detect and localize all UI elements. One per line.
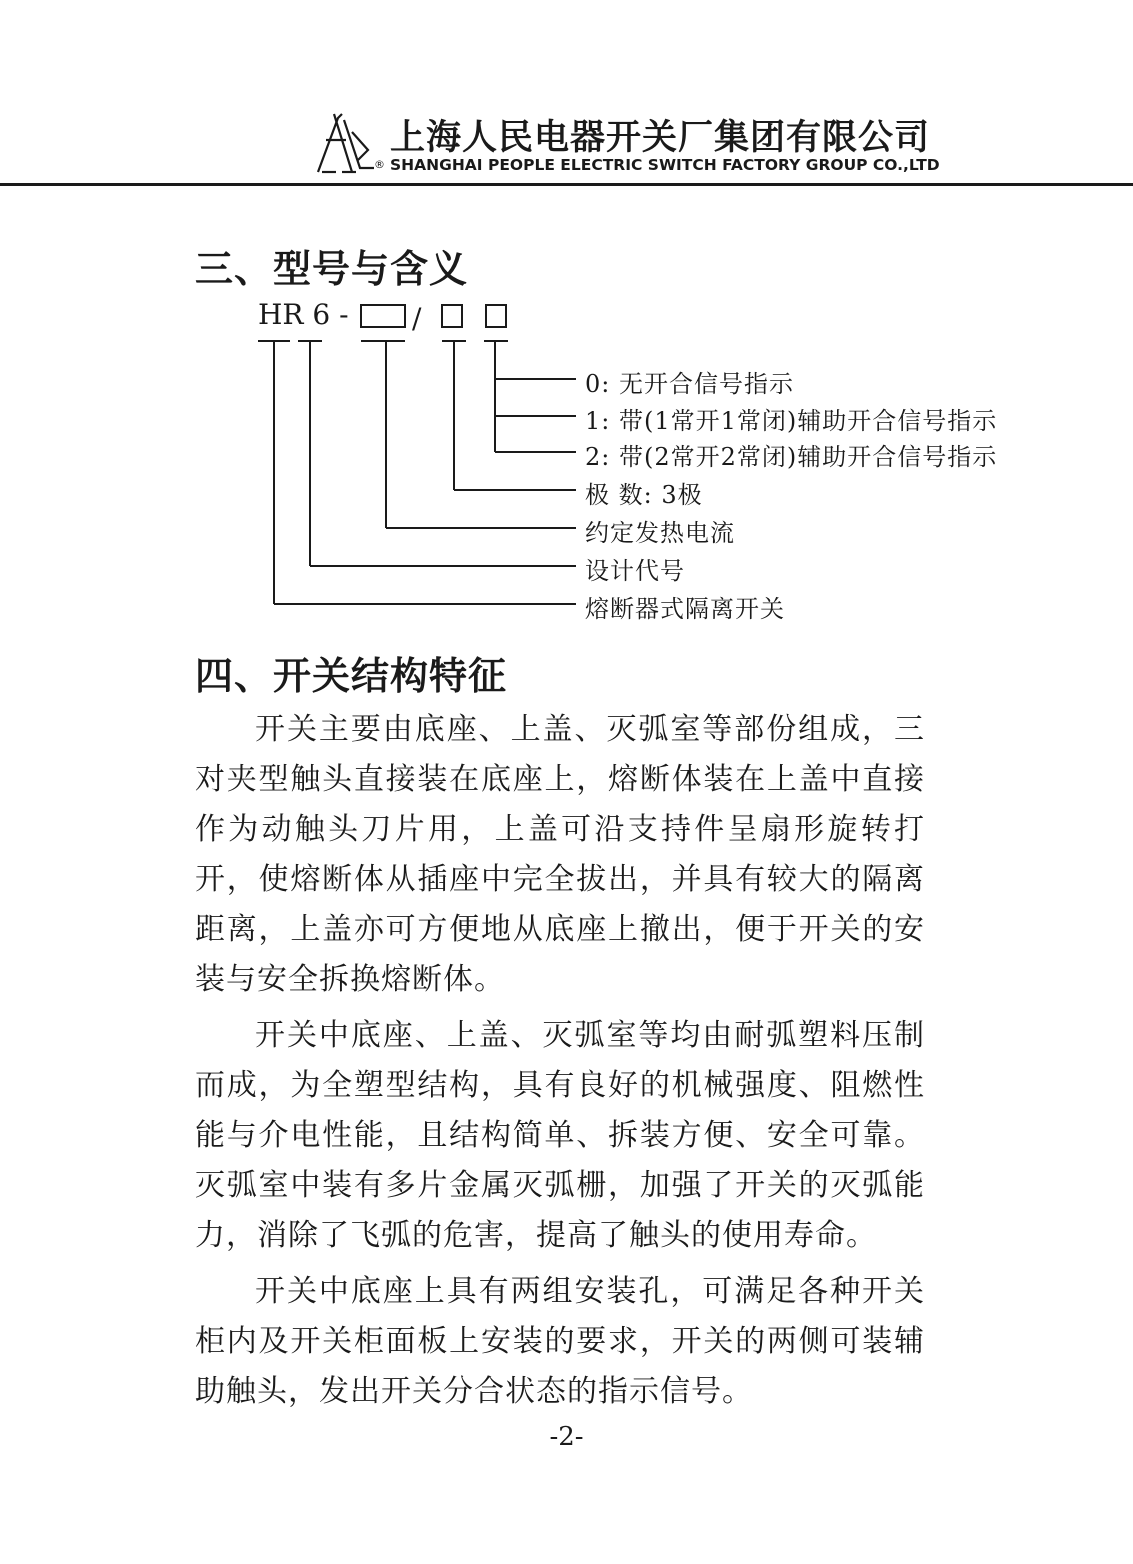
company-name-en: SHANGHAI PEOPLE ELECTRIC SWITCH FACTORY GROUP CO.,LTD [390, 156, 940, 174]
poles-box [442, 305, 462, 327]
model-slash: / [412, 302, 422, 335]
section-title-model: 三、型号与含义 [195, 247, 469, 291]
structure-body [195, 705, 925, 1417]
annotation-product-type: 熔断器式隔离开关 [585, 595, 785, 623]
company-name-cn: 上海人民电器开关厂集团有限公司 [390, 118, 931, 158]
annotation-signal-2: 2: 带(2常开2常闭)辅助开合信号指示 [585, 443, 998, 471]
annotation-signal-0: 0: 无开合信号指示 [585, 370, 794, 398]
annotation-current: 约定发热电流 [585, 519, 735, 547]
paragraph: 开关主要由底座、上盖、灭弧室等部份组成，三对夹型触头直接装在底座上，熔断体装在上盖中直接作为动触头刀片用，上盖可沿支持件呈扇形旋转打开，使熔断体从插座中完全拔出，并具有较大的隔离距离，上盖亦可方便地从底座上撤出，便于开关的安装与安全拆换熔断体。 [195, 712, 925, 997]
page-number: -2- [549, 1422, 584, 1452]
current-box [361, 305, 405, 327]
paragraph: 开关中底座、上盖、灭弧室等均由耐弧塑料压制而成，为全塑型结构，具有良好的机械强度、阻燃性能与介电性能，且结构简单、拆装方便、安全可靠。灭弧室中装有多片金属灭弧栅，加强了开关的灭弧能力，消除了飞弧的危害，提高了触头的使用寿命。 [195, 1018, 925, 1253]
annotation-signal-1: 1: 带(1常开1常闭)辅助开合信号指示 [585, 407, 998, 435]
model-diagram [0, 0, 1133, 640]
model-prefix: HR 6 - [258, 298, 349, 331]
section-title-structure: 四、开关结构特征 [195, 654, 508, 698]
annotation-poles: 极 数: 3极 [585, 481, 703, 509]
registered-mark: ® [374, 158, 385, 171]
signal-box [486, 305, 506, 327]
paragraph: 开关中底座上具有两组安装孔，可满足各种开关柜内及开关柜面板上安装的要求，开关的两侧可装辅助触头，发出开关分合状态的指示信号。 [195, 1274, 925, 1409]
annotation-design-code: 设计代号 [585, 557, 685, 585]
